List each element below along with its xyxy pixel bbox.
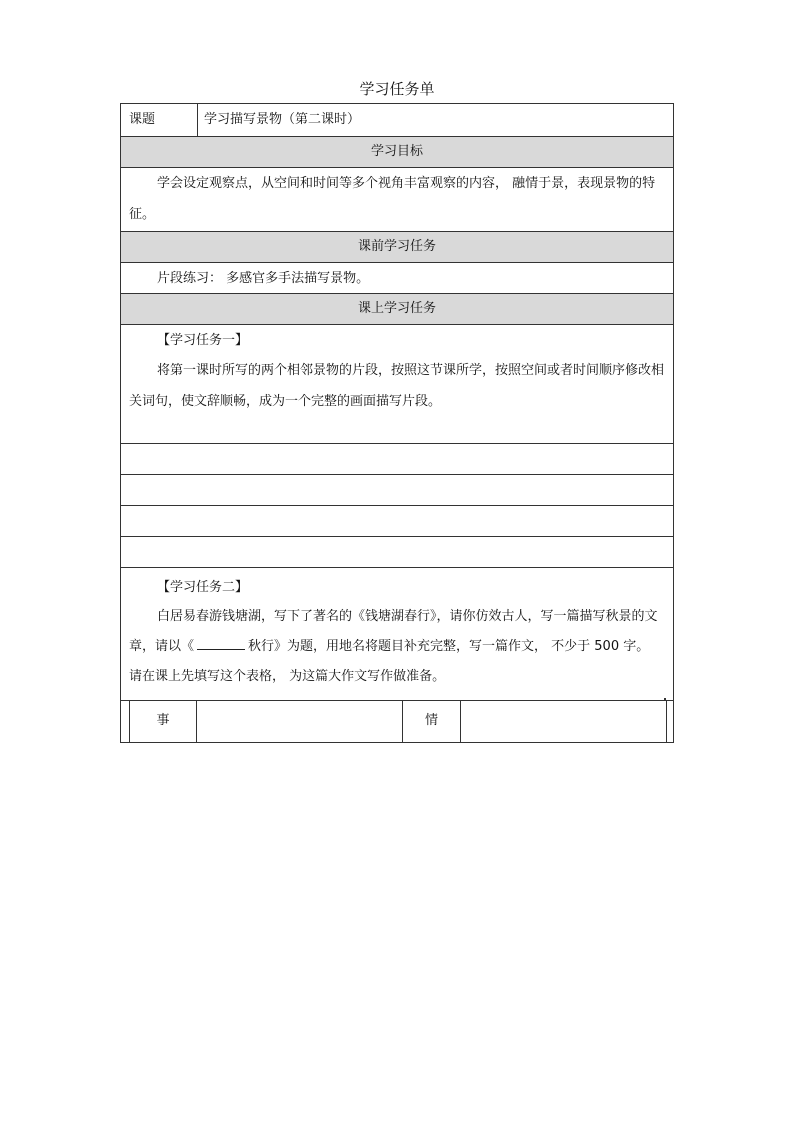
task1-row <box>121 325 673 444</box>
task2-heading: 【学习任务二】 <box>157 580 249 595</box>
writing-line-1[interactable] <box>121 444 673 475</box>
goals-row <box>121 168 673 232</box>
writing-line-4[interactable] <box>121 537 673 568</box>
pre-class-text: 片段练习： 多感官多手法描写景物。 <box>157 271 370 286</box>
writing-line-3[interactable] <box>121 506 673 537</box>
task1-text: 将第一课时所写的两个相邻景物的片段，按照这节课所学，按照空间或者时间顺序修改相关词句，使文辞顺畅，成为一个完整的画面描写片段。 <box>129 363 665 409</box>
task1-heading: 【学习任务一】 <box>157 333 249 348</box>
event-emotion-row <box>121 701 673 742</box>
topic-label: 课题 <box>121 104 198 136</box>
document-title: 学习任务单 <box>359 80 435 98</box>
goals-header: 学习目标 <box>121 137 673 168</box>
pre-class-row <box>121 263 673 294</box>
topic-value: 学习描写景物（第二课时） <box>204 112 361 127</box>
emotion-value-cell[interactable] <box>460 701 667 742</box>
event-value-cell[interactable] <box>196 701 402 742</box>
pre-class-header: 课前学习任务 <box>121 232 673 263</box>
in-class-header: 课上学习任务 <box>121 294 673 325</box>
title-fill-blank[interactable] <box>197 637 245 650</box>
task-sheet-table <box>120 103 674 743</box>
task2-text-part1: 白居易春游钱塘湖，写下了著名的《钱塘湖春行》，请你仿效古人，写一篇描写秋景的文章，请以《 <box>129 609 658 654</box>
task2-text-part2: 秋行》为题，用地名将题目补充完整，写一篇作文， 不少于 500 字。 请在课上先填写这个表格， 为这篇大作文写作做准备。 <box>129 639 650 684</box>
goals-text: 学会设定观察点，从空间和时间等多个视角丰富观察的内容， 融情于景，表现景物的特征。 <box>129 176 656 222</box>
task2-text <box>121 602 673 692</box>
emotion-label-cell: 情 <box>402 701 460 742</box>
topic-row <box>121 104 673 137</box>
corner-mark <box>664 698 666 700</box>
event-label-cell: 事 <box>129 701 196 742</box>
writing-line-2[interactable] <box>121 475 673 506</box>
task2-row <box>121 568 673 701</box>
